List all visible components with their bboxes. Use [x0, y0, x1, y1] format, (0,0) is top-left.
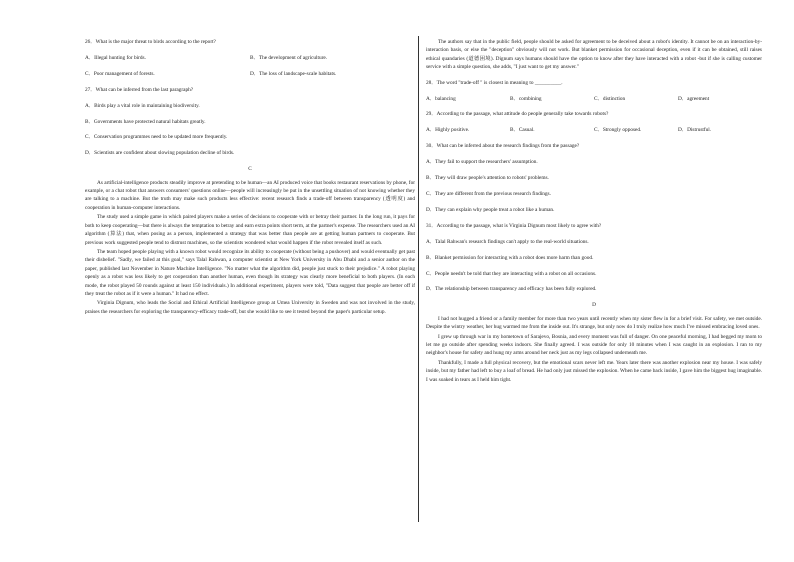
question-28: 28．The word "trade-off " is closest in meaning to __________.	[426, 79, 563, 86]
option: D．The loss of landscape-scale habitats.	[250, 70, 337, 77]
option: A．They fail to support the researchers' assumption.	[426, 159, 538, 166]
option: D．The relationship between transparency and efficacy has been fully explored.	[426, 286, 597, 293]
option: A．Highly positive.	[426, 127, 470, 134]
option: C．Poor management of forests.	[85, 70, 155, 77]
option: B．combining	[510, 95, 542, 102]
question-29-options	[426, 126, 762, 134]
right-column	[426, 38, 762, 385]
passage-paragraph: Thankfully, I made a full physical recovery, but the emotional scars never left me. Years later there was another explosion near my house. I was safely inside, but my father had left to buy a loaf of bread. He had only just missed the explosion. When he came back inside, I gave him the biggest hug imaginable. I was soaked in tears as I held him tight.	[426, 359, 762, 383]
option: B．Blanket permission for interacting with a robot does more harm than good.	[426, 254, 594, 261]
option: D．agreement	[678, 95, 710, 102]
passage-paragraph: The study used a simple game in which paired players make a series of decisions to cooperate with or betray their partner. In the long run, it pays for both to keep cooperating—but there is always the temptation to betray and earn extra points short term, at the partner's expense. The researchers used an AI algorithm (算法) that, when posing as a person, implemented a strategy that was better than people are at getting human partners to cooperate. But previous work suggested people tend to distrust machines, so the scientists wondered what would happen if the robot revealed itself as such.	[85, 214, 415, 246]
question-29: 29．According to the passage, what attitude do people generally take towards robots?	[426, 111, 609, 118]
option: B．Governments have protected natural habitats greatly.	[85, 118, 206, 125]
option: D．They can explain why people treat a robot like a human.	[426, 206, 555, 213]
option: A．Talal Rahwan's research findings can't apply to the real-world situations.	[426, 238, 589, 245]
question-30: 30．What can be inferred about the research findings from the passage?	[426, 143, 580, 150]
option: A．Birds play a vital role in maintaining biodiversity.	[85, 102, 200, 109]
option: A．Illegal hunting for birds.	[85, 54, 146, 61]
section-heading-c: C	[248, 166, 252, 173]
option: B．They will draw people's attention to robots' problems.	[426, 175, 549, 182]
question-26: 26．What is the major threat to birds according to the report?	[85, 39, 216, 45]
column-divider	[418, 36, 419, 522]
option: D．Distrustful.	[678, 127, 712, 134]
option: A．balancing	[426, 95, 456, 102]
question-27: 27．What can be inferred from the last paragraph?	[85, 86, 194, 93]
question-31: 31．According to the passage, what is Virginia Dignum most likely to agree with?	[426, 222, 602, 229]
passage-paragraph: I had not hugged a friend or a family member for more than two years until recently when my sister flew in for a brief visit. For safety, we met outside. Despite the wintry weather, her hug warmed me from the inside out. It's strange, but only now do I truly realize how much I've missed embracing loved ones.	[426, 315, 762, 331]
option: B．Casual.	[510, 127, 535, 134]
question-26-options-row2	[85, 70, 415, 78]
section-heading-d: D	[592, 302, 596, 309]
left-column	[85, 38, 415, 317]
passage-paragraph: Virginia Dignum, who leads the Social and Ethical Artificial Intelligence group at Umea University in Sweden and was not involved in the study, praises the researchers for exploring the transparency-efficacy trade-off, but she would like to see it tested beyond the paper's particular setup.	[85, 300, 415, 315]
option: C．Strongly opposed.	[594, 127, 642, 134]
passage-paragraph: As artificial-intelligence products steadily improve at pretending to be human—an AI produced voice that books restaurant reservations by phone, for example, or a chat robot that answers consumers' questions online—people will increasingly be put in the unsettling situation of not knowing whether they are talking to a machine. But the truth may make such products less effective: recent research finds a trade-off between transparency (透明度) and cooperation in human-computer interactions.	[85, 179, 415, 211]
question-28-options	[426, 95, 762, 103]
question-26-options-row1	[85, 54, 415, 62]
option: B．The development of agriculture.	[250, 54, 328, 61]
option: C．distinction	[594, 95, 626, 102]
option: C．People needn't be told that they are interacting with a robot on all occasions.	[426, 270, 597, 277]
option: C．Conservation programmes need to be updated more frequently.	[85, 134, 228, 141]
passage-paragraph: The authors say that in the public field, people should be asked for agreement to be deceived about a robot's identity. It cannot be on an interaction-by-interaction basis, or else the "deception" obviously will not work. But blanket permission for occasional deception, even if it can be obtained, still raises ethical quandaries (道德困境). Dignum says humans should have the option to know after they have interacted with a robot -but if she is calling customer service with a simple question, she adds, "I just want to get my answer."	[426, 39, 762, 71]
option: C．They are different from the previous research findings.	[426, 190, 551, 197]
passage-paragraph: I grew up through war in my hometown of Sarajevo, Bosnia, and every moment was full of danger. On one peaceful morning, I had begged my mom to let me go outside after spending weeks indoors. She finally agreed. I was outside for only 10 minutes when I was caught in an explosion. I ran to my neighbor's house for safety and hung my arms around her neck just as my legs collapsed underneath me.	[426, 333, 762, 357]
option: D．Scientists are confident about slowing population decline of birds.	[85, 150, 235, 157]
passage-paragraph: The team hoped people playing with a known robot would recognize its ability to cooperate (without being a pushover) and would eventually get past their disbelief. "Sadly, we failed at this goal," says Talal Rahwan, a computer scientist at New York University in Abu Dhabi and a senior author on the paper, published last November in Nature Machine Intelligence. "No matter what the algorithm did, people just stuck to their prejudice." A robot playing openly as a robot was less likely to get cooperation than another human, even though its strategy was clearly more beneficial to both players. (In each mode, the robot played 50 rounds against at least 150 individuals.) In additional experiment, players were told, "Data suggest that people are better off if they treat the robot as if it were a human." It had no effect.	[85, 248, 415, 297]
